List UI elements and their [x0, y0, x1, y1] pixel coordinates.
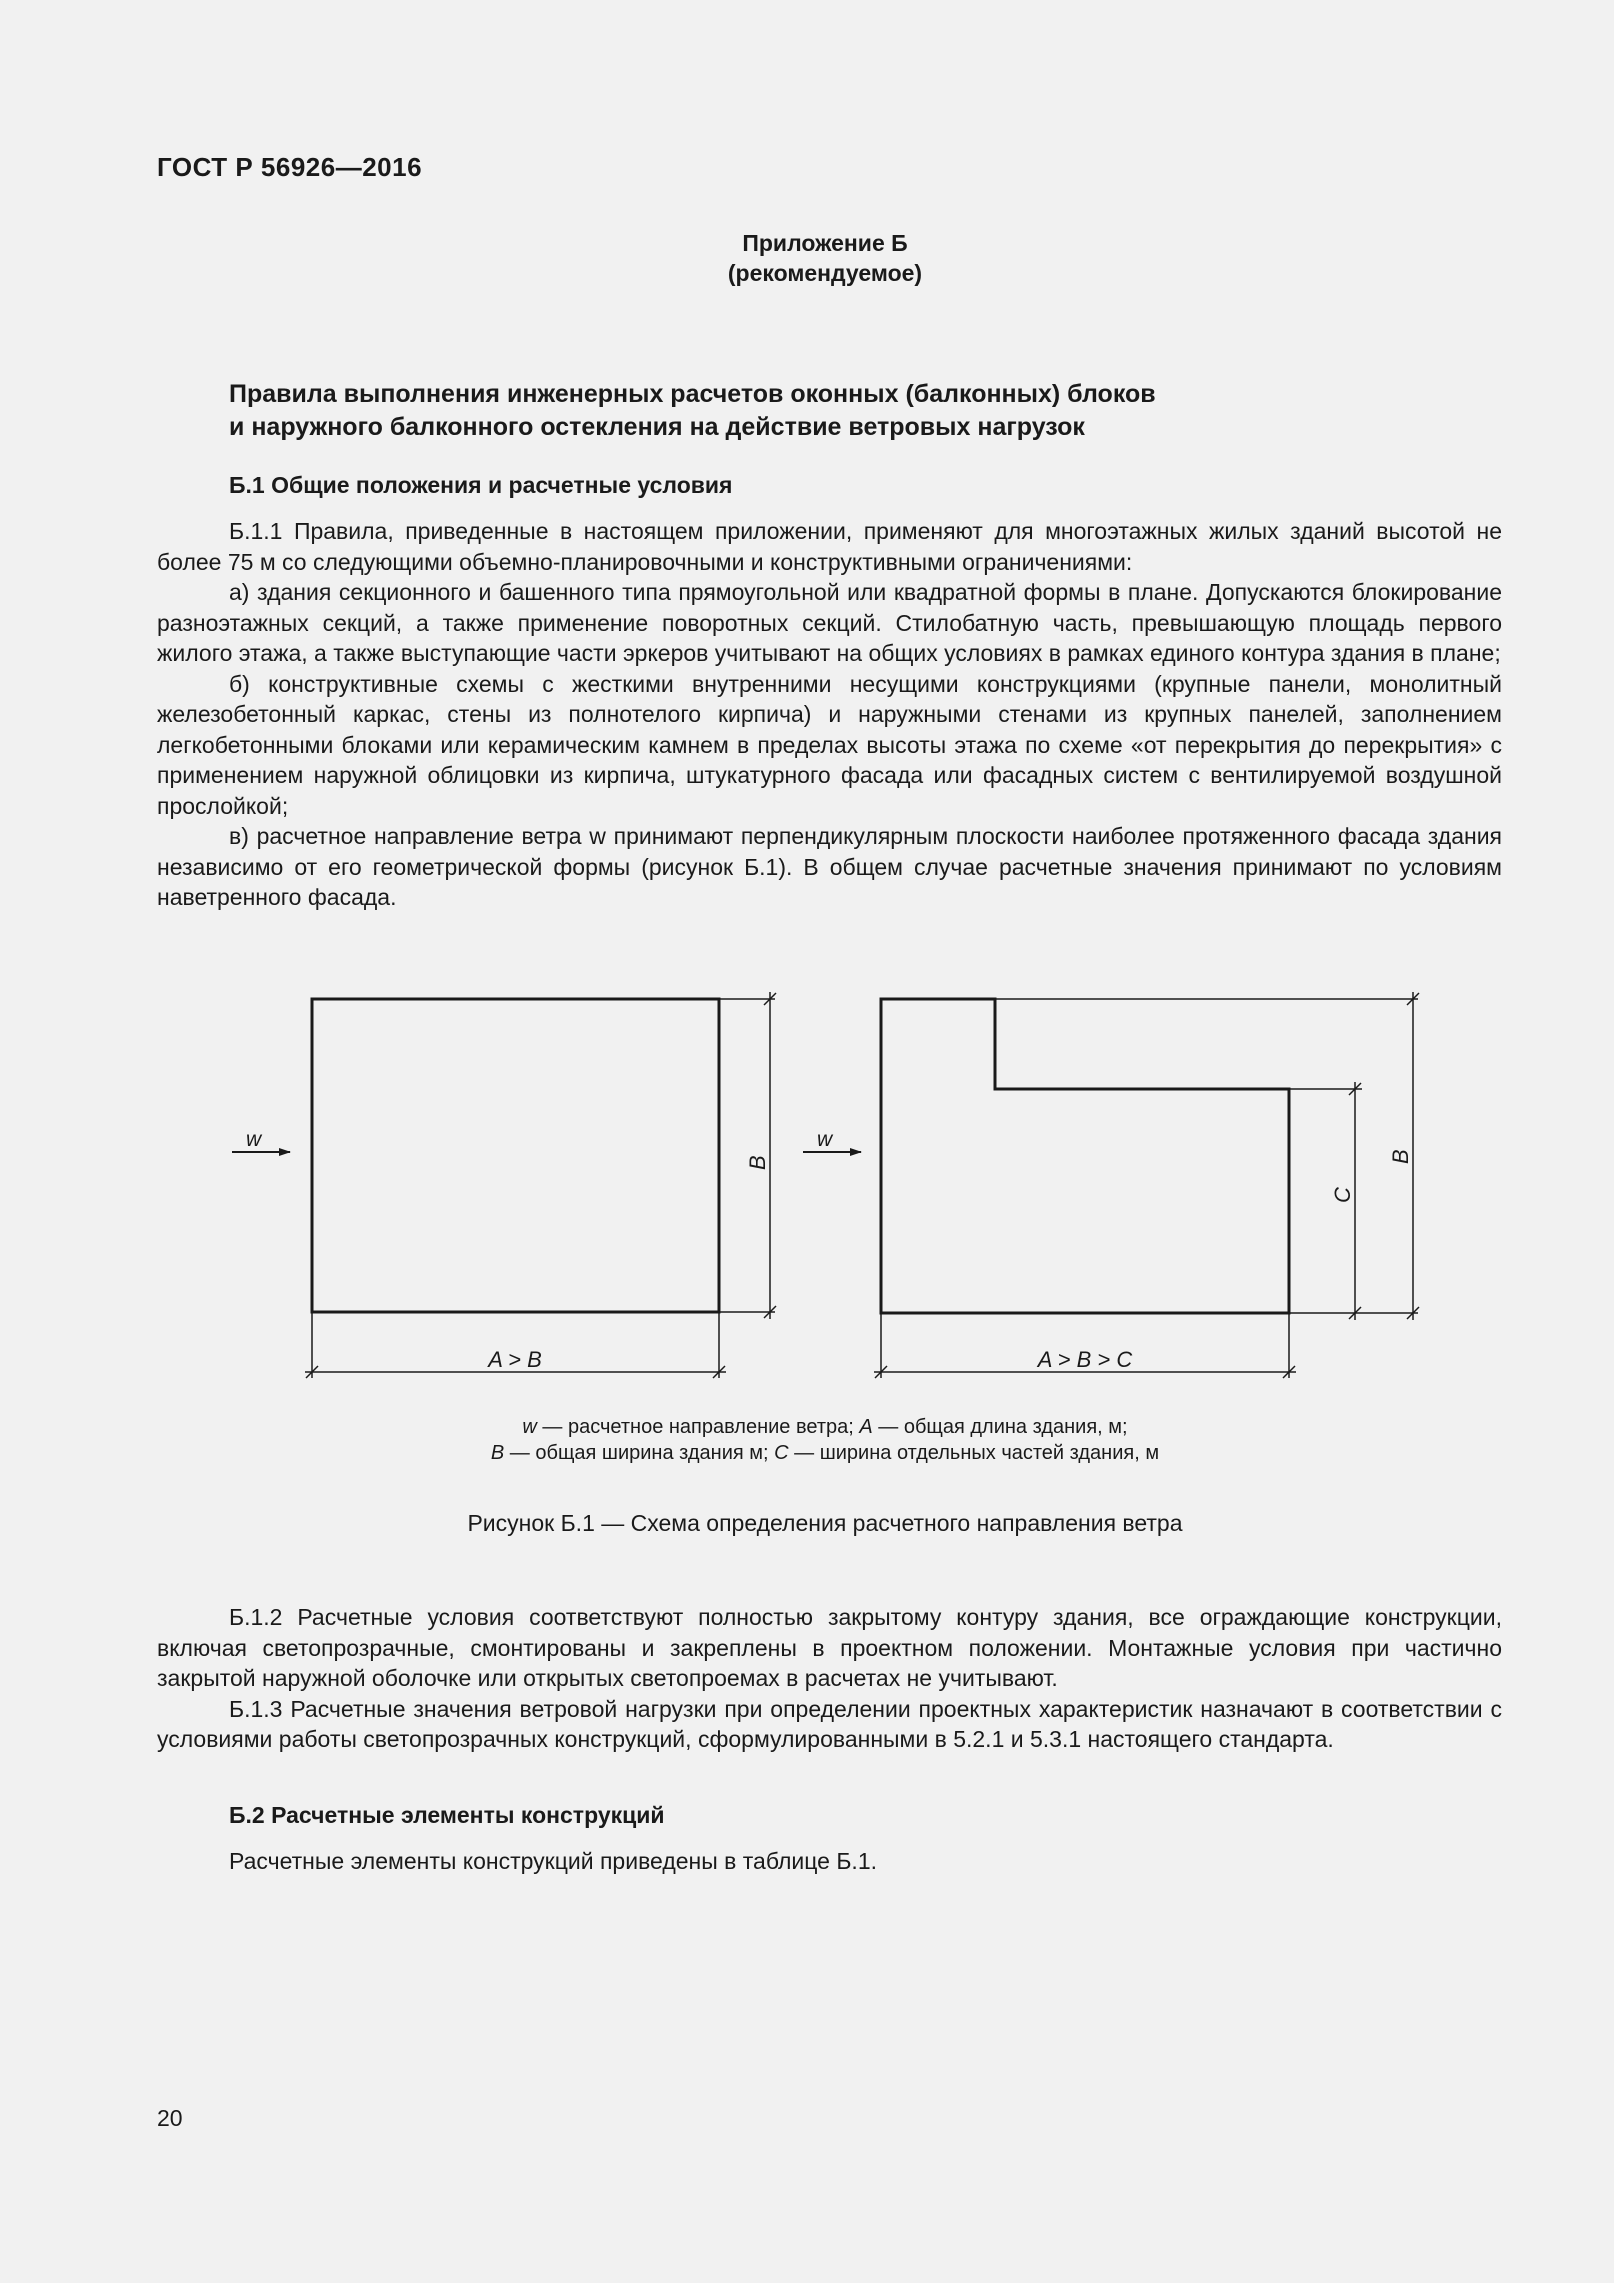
legend-b-symbol: B: [490, 1442, 505, 1464]
left-building-outline: [312, 999, 719, 1312]
paragraph-b-1-2: Б.1.2 Расчетные условия соответствуют полностью закрытому контуру здания, все ограждающие конструкции, включая светопрозрачные, смонтированы и закреплены в проектном положении. Монтажные условия при частично закрытой наружной оболочке или открытых светопроемах в расчетах не учитывают.: [157, 1604, 1502, 1691]
left-scheme: [232, 992, 776, 1378]
legend-line-1: [0, 1414, 1614, 1440]
section-1-continued: [157, 1602, 1502, 1755]
legend-w-symbol: w: [522, 1416, 537, 1438]
figure-caption: Рисунок Б.1 — Схема определения расчетного направления ветра: [467, 1510, 1183, 1536]
document-code: ГОСТ Р 56926—2016: [157, 152, 423, 182]
right-scheme: [803, 992, 1419, 1378]
section-1-heading: Б.1 Общие положения и расчетные условия: [229, 472, 733, 498]
legend-a-text: — общая длина здания, м;: [872, 1416, 1128, 1438]
legend-line-2: [0, 1440, 1614, 1466]
title-line-1: Правила выполнения инженерных расчетов оконных (балконных) блоков: [229, 380, 1156, 408]
paragraph-item-a: а) здания секционного и башенного типа прямоугольной или квадратной формы в плане. Допускаются блокирование разноэтажных секций, а также применение поворотных секций. Стилобатную часть, превышающую площадь первого жилого этажа, а также выступающие части эркеров учитывают на общих условиях в рамках единого контура здания в плане;: [157, 579, 1502, 666]
page-number: 20: [157, 2105, 183, 2131]
legend-w-text: — расчетное направление ветра;: [536, 1416, 860, 1438]
appendix-main-title: [229, 378, 1479, 444]
legend-c-text: — ширина отдельных частей здания, м: [788, 1442, 1160, 1464]
legend-a-symbol: A: [859, 1416, 873, 1438]
section-2-heading: Б.2 Расчетные элементы конструкций: [229, 1802, 665, 1828]
appendix-heading: [0, 228, 1614, 288]
left-width-label: A > B: [488, 1347, 542, 1372]
section-2-text: Расчетные элементы конструкций приведены в таблице Б.1.: [229, 1848, 877, 1874]
appendix-subtitle: (рекомендуемое): [727, 260, 923, 286]
figure-legend: [0, 1414, 1614, 1466]
paragraph-b-1-3: Б.1.3 Расчетные значения ветровой нагрузки при определении проектных характеристик назначают в соответствии с условиями работы светопрозрачных конструкций, сформулированными в 5.2.1 и 5.3.1 настоящего стандарта.: [157, 1695, 1502, 1752]
wind-direction-figure: [0, 980, 1614, 1400]
legend-c-symbol: C: [774, 1442, 789, 1464]
legend-b-text: — общая ширина здания м;: [504, 1442, 775, 1464]
left-wind-label: w: [246, 1128, 262, 1151]
right-wind-label: w: [817, 1128, 833, 1151]
right-width-label: A > B > C: [1037, 1347, 1133, 1372]
title-line-2: и наружного балконного остекления на действие ветровых нагрузок: [229, 413, 1085, 441]
paragraph-item-v: в) расчетное направление ветра w принимают перпендикулярным плоскости наиболее протяженного фасада здания независимо от его геометрической формы (рисунок Б.1). В общем случае расчетные значения принимают по условиям наветренного фасада.: [157, 823, 1502, 910]
appendix-title: Приложение Б: [742, 230, 908, 256]
right-building-outline: [881, 999, 1289, 1313]
right-height-label: B: [1388, 1149, 1413, 1164]
left-height-label: B: [745, 1155, 770, 1170]
section-1-body: [157, 516, 1502, 913]
paragraph-item-b: б) конструктивные схемы с жесткими внутренними несущими конструкциями (крупные панели, монолитный железобетонный каркас, стены из полнотелого кирпича) и наружными стенами из крупных панелей, заполнением легкобетонными блоками или керамическим камнем в пределах высоты этажа по схеме «от перекрытия до перекрытия» с применением наружной облицовки из кирпича, штукатурного фасада или фасадных систем с вентилируемой воздушной прослойкой;: [157, 670, 1502, 819]
paragraph-b-1-1: Б.1.1 Правила, приведенные в настоящем приложении, применяют для многоэтажных жилых зданий высотой не более 75 м со следующими объемно-планировочными и конструктивными ограничениями:: [157, 518, 1502, 575]
right-inner-label: C: [1330, 1187, 1355, 1203]
